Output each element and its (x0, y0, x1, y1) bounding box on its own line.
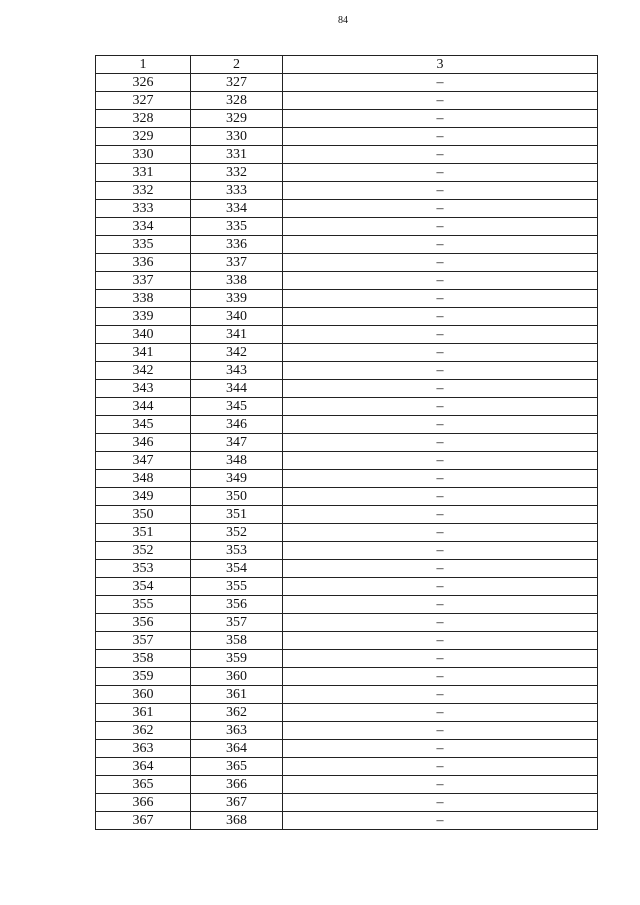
table-cell-col-1: 337 (96, 272, 191, 290)
table-row (96, 614, 598, 632)
table-cell-col-3: – (283, 650, 598, 668)
table-cell-col-1: 338 (96, 290, 191, 308)
table-cell-col-1: 359 (96, 668, 191, 686)
table-cell-col-1: 332 (96, 182, 191, 200)
table-cell-col-3: – (283, 560, 598, 578)
table-row (96, 182, 598, 200)
table-cell-col-3: – (283, 668, 598, 686)
table-cell-col-2: 357 (191, 614, 283, 632)
table-cell-col-2: 331 (191, 146, 283, 164)
table-cell-col-3: – (283, 614, 598, 632)
table-cell-col-1: 356 (96, 614, 191, 632)
table-cell-col-3: – (283, 362, 598, 380)
table-cell-col-2: 360 (191, 668, 283, 686)
table-cell-col-3: – (283, 164, 598, 182)
table-cell-col-3: – (283, 110, 598, 128)
table-cell-col-3: – (283, 92, 598, 110)
table-cell-col-1: 354 (96, 578, 191, 596)
table-cell-col-3: – (283, 290, 598, 308)
table-cell-col-2: 358 (191, 632, 283, 650)
table-cell-col-1: 345 (96, 416, 191, 434)
table-cell-col-3: – (283, 758, 598, 776)
table-cell-col-1: 343 (96, 380, 191, 398)
table-row (96, 272, 598, 290)
table-cell-col-3: – (283, 740, 598, 758)
table-cell-col-3: – (283, 470, 598, 488)
table-row (96, 776, 598, 794)
table-cell-col-2: 341 (191, 326, 283, 344)
table-cell-col-2: 339 (191, 290, 283, 308)
table-cell-col-1: 358 (96, 650, 191, 668)
table-body (96, 74, 598, 830)
table-cell-col-2: 363 (191, 722, 283, 740)
table-cell-col-2: 330 (191, 128, 283, 146)
table-cell-col-2: 353 (191, 542, 283, 560)
table-cell-col-1: 327 (96, 92, 191, 110)
table-cell-col-2: 338 (191, 272, 283, 290)
table-cell-col-2: 335 (191, 218, 283, 236)
column-header-2: 2 (191, 56, 283, 74)
table-cell-col-3: – (283, 632, 598, 650)
table-cell-col-3: – (283, 308, 598, 326)
table-cell-col-2: 367 (191, 794, 283, 812)
table-cell-col-1: 357 (96, 632, 191, 650)
table-cell-col-2: 366 (191, 776, 283, 794)
table-row (96, 488, 598, 506)
table-row (96, 452, 598, 470)
table-cell-col-2: 364 (191, 740, 283, 758)
table-cell-col-1: 336 (96, 254, 191, 272)
data-table (95, 55, 598, 830)
table-cell-col-2: 346 (191, 416, 283, 434)
column-header-1: 1 (96, 56, 191, 74)
table-cell-col-1: 342 (96, 362, 191, 380)
table-cell-col-2: 344 (191, 380, 283, 398)
table-cell-col-3: – (283, 434, 598, 452)
table-cell-col-1: 366 (96, 794, 191, 812)
table-cell-col-2: 336 (191, 236, 283, 254)
table-cell-col-3: – (283, 398, 598, 416)
table-row (96, 200, 598, 218)
table-cell-col-2: 362 (191, 704, 283, 722)
table-cell-col-3: – (283, 704, 598, 722)
table-cell-col-1: 330 (96, 146, 191, 164)
table-cell-col-1: 360 (96, 686, 191, 704)
table-row (96, 92, 598, 110)
table-cell-col-1: 340 (96, 326, 191, 344)
table-cell-col-2: 349 (191, 470, 283, 488)
table-cell-col-2: 348 (191, 452, 283, 470)
column-header-3: 3 (283, 56, 598, 74)
table-cell-col-1: 353 (96, 560, 191, 578)
table-row (96, 524, 598, 542)
table-cell-col-1: 348 (96, 470, 191, 488)
table-cell-col-1: 333 (96, 200, 191, 218)
table-cell-col-3: – (283, 200, 598, 218)
table-row (96, 812, 598, 830)
table-row (96, 722, 598, 740)
table-cell-col-3: – (283, 776, 598, 794)
table-row (96, 326, 598, 344)
table-cell-col-2: 368 (191, 812, 283, 830)
table-cell-col-1: 347 (96, 452, 191, 470)
table-cell-col-1: 355 (96, 596, 191, 614)
table-cell-col-3: – (283, 812, 598, 830)
table-cell-col-1: 335 (96, 236, 191, 254)
table-row (96, 362, 598, 380)
table-cell-col-3: – (283, 686, 598, 704)
table-cell-col-2: 327 (191, 74, 283, 92)
table-row (96, 128, 598, 146)
table-cell-col-1: 351 (96, 524, 191, 542)
table-cell-col-1: 339 (96, 308, 191, 326)
table-cell-col-2: 351 (191, 506, 283, 524)
table-cell-col-2: 334 (191, 200, 283, 218)
table-cell-col-2: 333 (191, 182, 283, 200)
table-cell-col-3: – (283, 128, 598, 146)
table-cell-col-2: 355 (191, 578, 283, 596)
table-row (96, 74, 598, 92)
table-cell-col-3: – (283, 326, 598, 344)
table-row (96, 542, 598, 560)
table-cell-col-3: – (283, 182, 598, 200)
table-cell-col-3: – (283, 524, 598, 542)
table-row (96, 596, 598, 614)
table-cell-col-3: – (283, 452, 598, 470)
table-cell-col-1: 331 (96, 164, 191, 182)
table-row (96, 218, 598, 236)
table-header (96, 56, 598, 74)
table-cell-col-3: – (283, 488, 598, 506)
table-cell-col-3: – (283, 254, 598, 272)
table-cell-col-2: 328 (191, 92, 283, 110)
table-row (96, 434, 598, 452)
table-row (96, 560, 598, 578)
table-cell-col-1: 367 (96, 812, 191, 830)
table-cell-col-3: – (283, 794, 598, 812)
table-cell-col-2: 332 (191, 164, 283, 182)
table-cell-col-3: – (283, 722, 598, 740)
table-cell-col-3: – (283, 236, 598, 254)
table-row (96, 236, 598, 254)
table-row (96, 740, 598, 758)
table-row (96, 470, 598, 488)
page-number: 84 (338, 15, 348, 26)
table-cell-col-2: 350 (191, 488, 283, 506)
table-cell-col-2: 337 (191, 254, 283, 272)
table-cell-col-3: – (283, 542, 598, 560)
table-cell-col-2: 345 (191, 398, 283, 416)
table-cell-col-2: 354 (191, 560, 283, 578)
table-cell-col-3: – (283, 146, 598, 164)
table-row (96, 398, 598, 416)
table-cell-col-1: 344 (96, 398, 191, 416)
table-cell-col-3: – (283, 380, 598, 398)
table-cell-col-1: 365 (96, 776, 191, 794)
table-cell-col-1: 326 (96, 74, 191, 92)
table-cell-col-1: 352 (96, 542, 191, 560)
table-row (96, 650, 598, 668)
table-cell-col-2: 361 (191, 686, 283, 704)
table-row (96, 794, 598, 812)
header-row (96, 56, 598, 74)
table-row (96, 380, 598, 398)
table-row (96, 164, 598, 182)
table-cell-col-1: 349 (96, 488, 191, 506)
table-cell-col-2: 329 (191, 110, 283, 128)
table-row (96, 704, 598, 722)
table-row (96, 290, 598, 308)
table-cell-col-3: – (283, 578, 598, 596)
table-cell-col-1: 346 (96, 434, 191, 452)
table-cell-col-3: – (283, 596, 598, 614)
table-cell-col-2: 359 (191, 650, 283, 668)
table-cell-col-2: 356 (191, 596, 283, 614)
table-cell-col-3: – (283, 344, 598, 362)
table-cell-col-2: 342 (191, 344, 283, 362)
table-row (96, 254, 598, 272)
table-row (96, 506, 598, 524)
table-cell-col-2: 352 (191, 524, 283, 542)
table-cell-col-1: 363 (96, 740, 191, 758)
table-cell-col-1: 334 (96, 218, 191, 236)
table-row (96, 686, 598, 704)
table-row (96, 344, 598, 362)
table-cell-col-3: – (283, 74, 598, 92)
table-row (96, 110, 598, 128)
table-cell-col-3: – (283, 416, 598, 434)
table-cell-col-1: 350 (96, 506, 191, 524)
table-cell-col-3: – (283, 506, 598, 524)
table-row (96, 578, 598, 596)
table-row (96, 416, 598, 434)
table-cell-col-1: 361 (96, 704, 191, 722)
table-cell-col-2: 340 (191, 308, 283, 326)
table-cell-col-3: – (283, 272, 598, 290)
table-cell-col-1: 341 (96, 344, 191, 362)
table-cell-col-1: 364 (96, 758, 191, 776)
table-cell-col-2: 365 (191, 758, 283, 776)
table-cell-col-2: 343 (191, 362, 283, 380)
table-row (96, 668, 598, 686)
table-cell-col-3: – (283, 218, 598, 236)
table-row (96, 758, 598, 776)
table-cell-col-1: 362 (96, 722, 191, 740)
table-cell-col-2: 347 (191, 434, 283, 452)
table-cell-col-1: 329 (96, 128, 191, 146)
table-row (96, 632, 598, 650)
table-row (96, 146, 598, 164)
table-row (96, 308, 598, 326)
table-cell-col-1: 328 (96, 110, 191, 128)
